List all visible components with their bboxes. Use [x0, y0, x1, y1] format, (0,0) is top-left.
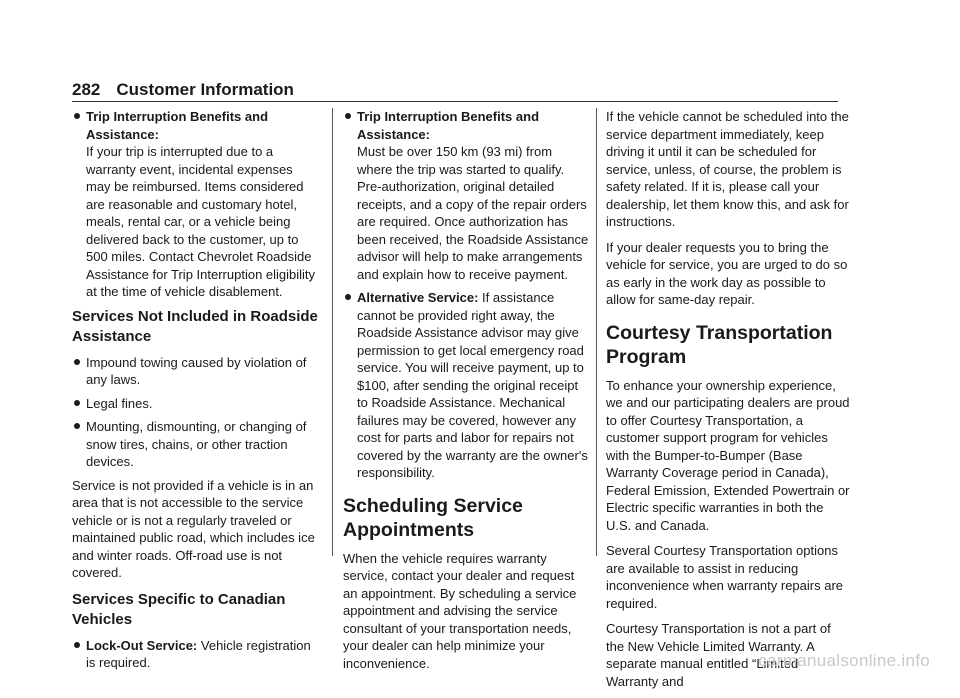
list-item: [343, 108, 589, 283]
bullet-icon: [345, 294, 351, 300]
section-title: Customer Information: [116, 80, 294, 99]
column-1: [72, 108, 318, 678]
section-heading: Courtesy Transportation Program: [606, 321, 833, 368]
bullet-icon: [345, 113, 351, 119]
list-item: [72, 354, 318, 389]
item-label: Trip Interruption Benefits and Assistance:: [86, 109, 269, 142]
item-label: Alternative Service:: [357, 290, 479, 305]
item-text: Impound towing caused by violation of any laws.: [86, 354, 307, 387]
paragraph: If your dealer requests you to bring the vehicle for service, you are urged to do so as early in the work day as possible to allow for same-day repair.: [606, 239, 848, 307]
bullet-icon: [74, 642, 80, 648]
bullet-list: [72, 354, 318, 471]
list-item: [72, 637, 318, 672]
bullet-icon: [74, 423, 80, 429]
header-rule: [72, 101, 838, 102]
item-text: Must be over 150 km (93 mi) from where the trip was started to qualify. Pre-authorization, original detailed receipts, and a copy of the repair orders are required. Once authorization has been received, the Roadside Assistance advisor will help to make arrangements and explain how to receive payment.: [357, 144, 589, 282]
list-item: [72, 418, 318, 471]
bullet-icon: [74, 400, 80, 406]
paragraph: Courtesy Transportation is not a part of the New Vehicle Limited Warranty. A separate manual entitled “Limited Warranty and: [606, 621, 831, 689]
item-text: Mounting, dismounting, or changing of snow tires, chains, or other traction devices.: [86, 419, 307, 469]
item-text: If your trip is interrupted due to a warranty event, incidental expenses may be reimbursed. Items considered are reasonable and customary hotel, meals, rental car, or a vehicle being delivered back to the customer, up to 500 miles. Contact Chevrolet Roadside Assistance for Trip Interruption eligibility at the time of vehicle disablement.: [86, 144, 316, 299]
section-heading: Services Not Included in Roadside Assistance: [72, 307, 318, 345]
page-header: [72, 80, 838, 100]
column-3: [606, 108, 852, 698]
item-text: Legal fines.: [86, 395, 153, 411]
paragraph: When the vehicle requires warranty service, contact your dealer and request an appointment. By scheduling a service appointment and advising the service consultant of your transportation needs, your dealer can help minimize your inconvenience.: [343, 550, 577, 671]
watermark: carmanualsonline.info: [758, 651, 930, 670]
list-item: [72, 395, 318, 413]
paragraph: Service is not provided if a vehicle is in an area that is not accessible to the service vehicle or is not a regularly traveled or maintained public road, which includes ice and winter roads. Off-road use is not covered.: [72, 477, 315, 580]
bullet-list: [343, 108, 589, 482]
list-item: [72, 108, 318, 301]
item-label: Lock-Out Service:: [86, 637, 198, 653]
item-text: Vehicle registration is required.: [86, 637, 311, 670]
bullet-list: [72, 108, 318, 301]
item-label: Trip Interruption Benefits and Assistance:: [357, 109, 540, 142]
bullet-icon: [74, 359, 80, 365]
column-divider: [596, 108, 597, 556]
bullet-icon: [74, 113, 80, 119]
item-text: If assistance cannot be provided right away, the Roadside Assistance advisor may give permission to get local emergency road service. You will receive payment, up to $100, after sending the original receipt to Roadside Assistance. Mechanical failures may be covered, however any cost for parts and labor for repairs not covered by the warranty are the owner's responsibility.: [357, 290, 588, 480]
list-item: [343, 289, 589, 482]
section-heading: Services Specific to Canadian Vehicles: [72, 590, 286, 628]
paragraph: If the vehicle cannot be scheduled into the service department immediately, keep driving it until it can be scheduled for service, unless, of course, the problem is safety related. If it is, please call your dealership, let them know this, and ask for instructions.: [606, 109, 849, 229]
column-2: [343, 108, 589, 680]
paragraph: Several Courtesy Transportation options are available to assist in reducing inconvenience when warranty repairs are required.: [606, 543, 844, 611]
column-divider: [332, 108, 333, 556]
paragraph: To enhance your ownership experience, we and our participating dealers are proud to offer Courtesy Transportation, a customer support program for vehicles with the Bumper-to-Bumper (Base Warranty Coverage period in Canada), Federal Emission, Extended Powertrain or Electric specific warranties in both the U.S. and Canada.: [606, 377, 850, 533]
bullet-list: [72, 637, 318, 672]
page-number: 282: [72, 80, 101, 99]
section-heading: Scheduling Service Appointments: [343, 494, 523, 541]
